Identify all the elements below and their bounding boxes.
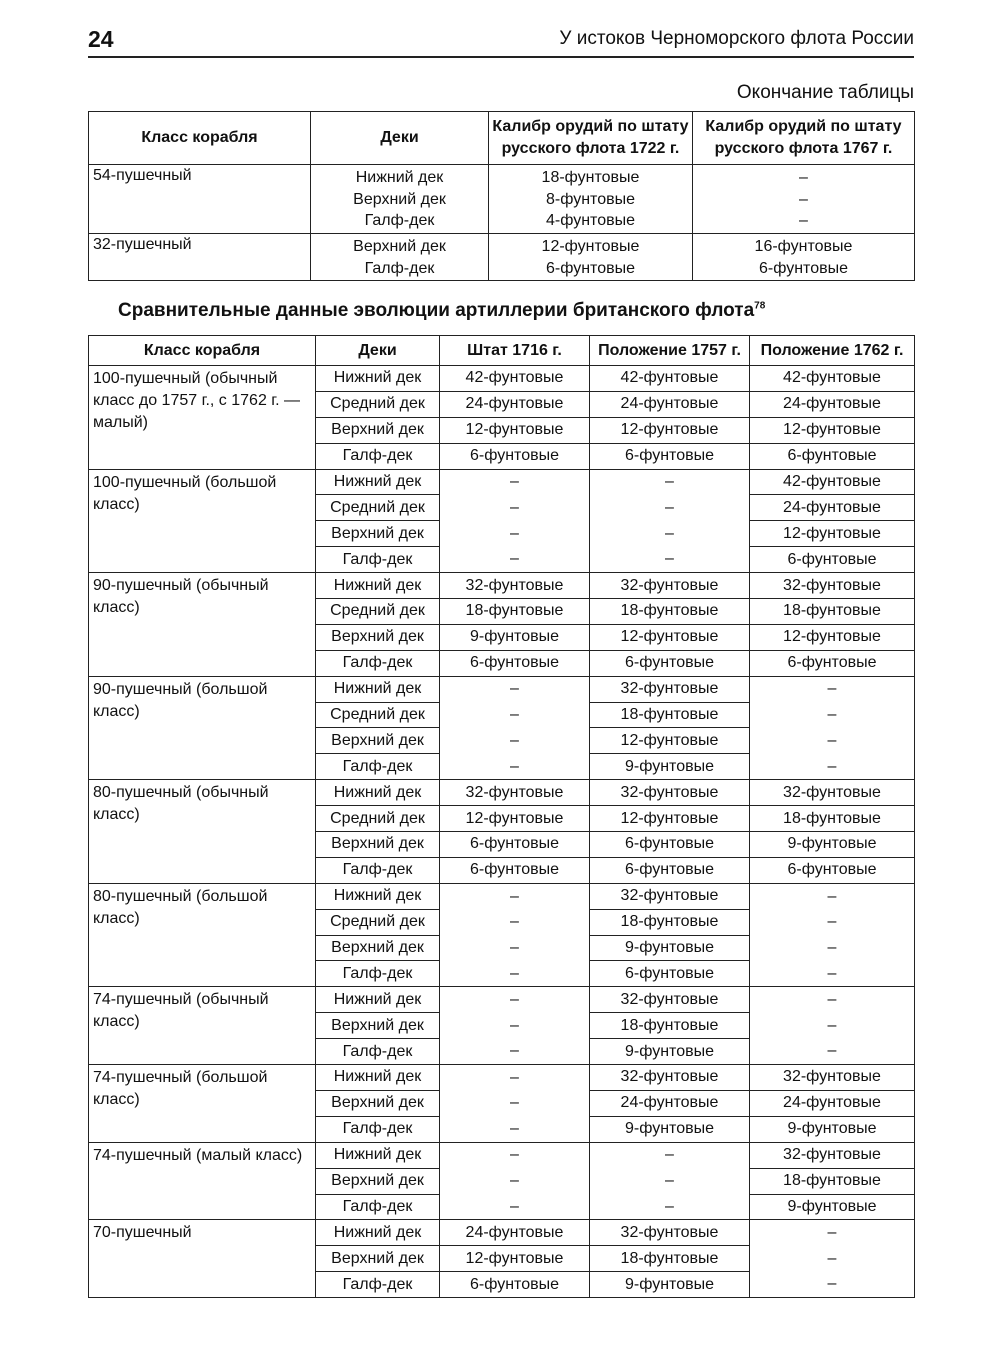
caliber-1716-cell: – <box>440 754 590 780</box>
caliber-1757-cell: – <box>590 547 750 573</box>
caliber-1757-cell: 9-фунтовые <box>590 754 750 780</box>
caliber-1716-cell: – <box>440 469 590 495</box>
caliber-1716-cell: 12-фунтовые <box>440 806 590 832</box>
caliber-1757-cell: 9-фунтовые <box>590 1272 750 1298</box>
table-row <box>89 883 915 909</box>
table-row <box>89 780 915 806</box>
caliber-1716-cell: 6-фунтовые <box>440 857 590 883</box>
deck-name: Верхний дек <box>353 190 446 208</box>
table-row <box>89 234 915 281</box>
table-header-row <box>89 336 915 366</box>
caliber-1716-cell: 6-фунтовые <box>440 650 590 676</box>
caliber-1716-cell: – <box>440 1090 590 1116</box>
deck-name-cell: Средний дек <box>316 495 440 521</box>
caliber-1716-cell: 12-фунтовые <box>440 417 590 443</box>
deck-name-cell: Нижний дек <box>316 1065 440 1091</box>
caliber-1757-cell: 9-фунтовые <box>590 1039 750 1065</box>
table-row <box>89 987 915 1013</box>
deck-name-cell: Нижний дек <box>316 883 440 909</box>
caliber-1762-cell: – <box>750 676 915 702</box>
caliber-1762-cell: – <box>750 1220 915 1246</box>
caliber-1757-cell: 24-фунтовые <box>590 1090 750 1116</box>
caliber-1762-cell: 32-фунтовые <box>750 1142 915 1168</box>
caliber-1716-cell: 42-фунтовые <box>440 366 590 392</box>
deck-name-cell: Галф-дек <box>316 547 440 573</box>
caliber-1716-cell: 32-фунтовые <box>440 573 590 599</box>
caliber-1762-cell: – <box>750 935 915 961</box>
caliber-1716-cell: – <box>440 987 590 1013</box>
caliber-1716-cell: 6-фунтовые <box>440 443 590 469</box>
caliber-1716-cell: – <box>440 883 590 909</box>
caliber-1757-cell: 18-фунтовые <box>590 702 750 728</box>
caliber-1762-cell: 32-фунтовые <box>750 1065 915 1091</box>
caliber-value: 16-фунтовые <box>754 238 853 255</box>
caliber-1762-cell: 18-фунтовые <box>750 599 915 625</box>
caliber-1757-cell: 32-фунтовые <box>590 573 750 599</box>
decks-cell <box>311 165 489 234</box>
deck-name-cell: Верхний дек <box>316 1246 440 1272</box>
caliber-1762-cell: – <box>750 728 915 754</box>
ship-class-cell: 54-пушечный <box>89 165 311 234</box>
deck-name-cell: Нижний дек <box>316 1220 440 1246</box>
ship-class-cell: 100-пушечный (большой класс) <box>89 469 316 573</box>
deck-name-cell: Галф-дек <box>316 1194 440 1220</box>
caliber-1716-cell: 6-фунтовые <box>440 1272 590 1298</box>
caliber-1757-cell: 9-фунтовые <box>590 1116 750 1142</box>
caliber-1762-cell: 9-фунтовые <box>750 832 915 858</box>
deck-name-cell: Верхний дек <box>316 1090 440 1116</box>
caliber-1762-cell: – <box>750 1013 915 1039</box>
deck-name: Верхний дек <box>353 238 446 255</box>
table-row <box>89 573 915 599</box>
deck-name-cell: Нижний дек <box>316 987 440 1013</box>
decks-cell <box>311 234 489 281</box>
caliber-1762-cell: 12-фунтовые <box>750 624 915 650</box>
deck-name-cell: Нижний дек <box>316 469 440 495</box>
caliber-1757-cell: 32-фунтовые <box>590 883 750 909</box>
deck-name-cell: Галф-дек <box>316 1116 440 1142</box>
footnote-marker: 78 <box>754 300 766 312</box>
caliber-1757-cell: 12-фунтовые <box>590 806 750 832</box>
table-row <box>89 1065 915 1091</box>
column-header: Калибр орудий по штату русского флота 1722 г. <box>489 112 693 165</box>
caliber-1716-cell: 32-фунтовые <box>440 780 590 806</box>
caliber-value: – <box>799 212 808 229</box>
deck-name-cell: Галф-дек <box>316 857 440 883</box>
deck-name-cell: Нижний дек <box>316 1142 440 1168</box>
caliber-1757-cell: 6-фунтовые <box>590 832 750 858</box>
table-row <box>89 1142 915 1168</box>
deck-name-cell: Верхний дек <box>316 521 440 547</box>
caliber-1716-cell: – <box>440 702 590 728</box>
caliber-1762-cell: – <box>750 961 915 987</box>
caliber-1762-cell: – <box>750 702 915 728</box>
caliber-1767-cell <box>693 234 915 281</box>
ship-class-cell: 70-пушечный <box>89 1220 316 1298</box>
caliber-1716-cell: – <box>440 521 590 547</box>
caliber-1716-cell: – <box>440 1142 590 1168</box>
column-header: Деки <box>316 336 440 366</box>
ship-class-cell: 80-пушечный (большой класс) <box>89 883 316 987</box>
page-header <box>88 22 914 58</box>
deck-name-cell: Средний дек <box>316 806 440 832</box>
column-header: Калибр орудий по штату русского флота 1767 г. <box>693 112 915 165</box>
deck-name-cell: Нижний дек <box>316 573 440 599</box>
caliber-value: 12-фунтовые <box>541 238 640 255</box>
column-header: Положение 1757 г. <box>590 336 750 366</box>
caliber-1757-cell: – <box>590 521 750 547</box>
table-row <box>89 1220 915 1246</box>
caliber-1757-cell: 18-фунтовые <box>590 909 750 935</box>
deck-name-cell: Средний дек <box>316 909 440 935</box>
caliber-1762-cell: – <box>750 883 915 909</box>
caliber-1757-cell: 18-фунтовые <box>590 1013 750 1039</box>
caliber-1757-cell: 32-фунтовые <box>590 1065 750 1091</box>
caliber-1757-cell: 32-фунтовые <box>590 780 750 806</box>
caliber-1762-cell: 42-фунтовые <box>750 366 915 392</box>
deck-name: Галф-дек <box>364 212 435 229</box>
caliber-1762-cell: 18-фунтовые <box>750 1168 915 1194</box>
caliber-1762-cell: 9-фунтовые <box>750 1194 915 1220</box>
caliber-1757-cell: 12-фунтовые <box>590 417 750 443</box>
caliber-1762-cell: – <box>750 1272 915 1298</box>
table-row <box>89 165 915 234</box>
caliber-1757-cell: 42-фунтовые <box>590 366 750 392</box>
table-row <box>89 469 915 495</box>
caliber-1716-cell: – <box>440 1168 590 1194</box>
caliber-1757-cell: 6-фунтовые <box>590 443 750 469</box>
deck-name-cell: Средний дек <box>316 599 440 625</box>
caliber-1716-cell: 24-фунтовые <box>440 391 590 417</box>
caliber-1757-cell: 32-фунтовые <box>590 1220 750 1246</box>
ship-class-cell: 74-пушечный (малый класс) <box>89 1142 316 1220</box>
deck-name: Нижний дек <box>355 169 444 186</box>
ship-class-cell: 74-пушечный (обычный класс) <box>89 987 316 1065</box>
caliber-value: 4-фунтовые <box>546 212 635 229</box>
deck-name-cell: Нижний дек <box>316 366 440 392</box>
caliber-1762-cell: – <box>750 1246 915 1272</box>
caliber-value: – <box>799 169 808 186</box>
deck-name-cell: Нижний дек <box>316 780 440 806</box>
ship-class-cell: 100-пушечный (обычный класс до 1757 г., с 1762 г. — малый) <box>89 366 316 470</box>
caliber-1716-cell: – <box>440 1194 590 1220</box>
caliber-1716-cell: – <box>440 909 590 935</box>
deck-name-cell: Галф-дек <box>316 650 440 676</box>
caliber-1757-cell: 18-фунтовые <box>590 1246 750 1272</box>
caliber-1757-cell: – <box>590 495 750 521</box>
deck-name-cell: Галф-дек <box>316 1272 440 1298</box>
caliber-1762-cell: – <box>750 987 915 1013</box>
caliber-1722-cell <box>489 165 693 234</box>
deck-name-cell: Верхний дек <box>316 935 440 961</box>
caliber-1767-cell <box>693 165 915 234</box>
caliber-1762-cell: – <box>750 909 915 935</box>
deck-name-cell: Верхний дек <box>316 832 440 858</box>
table-row <box>89 366 915 392</box>
column-header: Класс корабля <box>89 336 316 366</box>
caliber-1762-cell: 6-фунтовые <box>750 547 915 573</box>
caliber-1757-cell: – <box>590 1194 750 1220</box>
caliber-1762-cell: – <box>750 1039 915 1065</box>
caliber-1716-cell: – <box>440 728 590 754</box>
caliber-1716-cell: – <box>440 495 590 521</box>
ship-class-cell: 90-пушечный (большой класс) <box>89 676 316 780</box>
column-header: Деки <box>311 112 489 165</box>
caliber-1757-cell: 12-фунтовые <box>590 728 750 754</box>
caliber-1716-cell: – <box>440 676 590 702</box>
caliber-1762-cell: 12-фунтовые <box>750 417 915 443</box>
deck-name-cell: Верхний дек <box>316 1013 440 1039</box>
deck-name-cell: Галф-дек <box>316 754 440 780</box>
caliber-1757-cell: – <box>590 1168 750 1194</box>
caliber-1757-cell: 6-фунтовые <box>590 961 750 987</box>
ship-class-cell: 90-пушечный (обычный класс) <box>89 573 316 677</box>
caliber-1716-cell: – <box>440 547 590 573</box>
deck-name-cell: Верхний дек <box>316 417 440 443</box>
caliber-1757-cell: 32-фунтовые <box>590 987 750 1013</box>
caliber-1716-cell: – <box>440 1039 590 1065</box>
running-title: У истоков Черноморского флота России <box>559 28 914 49</box>
caliber-1762-cell: 42-фунтовые <box>750 469 915 495</box>
caliber-1716-cell: – <box>440 1065 590 1091</box>
caliber-1762-cell: 6-фунтовые <box>750 650 915 676</box>
deck-name-cell: Средний дек <box>316 391 440 417</box>
ship-class-cell: 32-пушечный <box>89 234 311 281</box>
caliber-1716-cell: – <box>440 1116 590 1142</box>
caliber-1757-cell: 9-фунтовые <box>590 935 750 961</box>
deck-name-cell: Галф-дек <box>316 961 440 987</box>
caliber-1762-cell: 24-фунтовые <box>750 391 915 417</box>
british-artillery-table <box>88 335 915 1298</box>
caliber-1716-cell: 6-фунтовые <box>440 832 590 858</box>
british-table-body <box>89 366 915 1298</box>
section-title-text: Сравнительные данные эволюции артиллерии британского флота <box>118 300 755 321</box>
caliber-1716-cell: 12-фунтовые <box>440 1246 590 1272</box>
ship-class-cell: 74-пушечный (большой класс) <box>89 1065 316 1143</box>
caliber-1757-cell: 12-фунтовые <box>590 624 750 650</box>
caliber-1762-cell: 32-фунтовые <box>750 573 915 599</box>
caliber-1757-cell: – <box>590 469 750 495</box>
caliber-1762-cell: 6-фунтовые <box>750 443 915 469</box>
caliber-1762-cell: 24-фунтовые <box>750 1090 915 1116</box>
caliber-1757-cell: 18-фунтовые <box>590 599 750 625</box>
caliber-value: 6-фунтовые <box>546 259 635 277</box>
ship-class-cell: 80-пушечный (обычный класс) <box>89 780 316 884</box>
deck-name-cell: Верхний дек <box>316 728 440 754</box>
caliber-1762-cell: 24-фунтовые <box>750 495 915 521</box>
caliber-1757-cell: 24-фунтовые <box>590 391 750 417</box>
caliber-1722-cell <box>489 234 693 281</box>
caliber-1716-cell: – <box>440 1013 590 1039</box>
deck-name-cell: Галф-дек <box>316 443 440 469</box>
caliber-value: 6-фунтовые <box>759 259 848 277</box>
caliber-1762-cell: 12-фунтовые <box>750 521 915 547</box>
caliber-1716-cell: – <box>440 935 590 961</box>
table-row <box>89 676 915 702</box>
caliber-1762-cell: 6-фунтовые <box>750 857 915 883</box>
page-number: 24 <box>88 26 114 52</box>
caliber-1716-cell: 9-фунтовые <box>440 624 590 650</box>
caliber-1762-cell: 32-фунтовые <box>750 780 915 806</box>
deck-name-cell: Галф-дек <box>316 1039 440 1065</box>
russian-fleet-calibers-table <box>88 111 915 281</box>
caliber-value: 8-фунтовые <box>546 190 635 208</box>
column-header: Штат 1716 г. <box>440 336 590 366</box>
column-header: Класс корабля <box>89 112 311 165</box>
caliber-1757-cell: 6-фунтовые <box>590 650 750 676</box>
caliber-value: – <box>799 190 808 208</box>
column-header: Положение 1762 г. <box>750 336 915 366</box>
caliber-1757-cell: 32-фунтовые <box>590 676 750 702</box>
table-header-row <box>89 112 915 165</box>
caliber-value: 18-фунтовые <box>541 169 640 186</box>
deck-name-cell: Верхний дек <box>316 624 440 650</box>
caliber-1762-cell: – <box>750 754 915 780</box>
deck-name-cell: Средний дек <box>316 702 440 728</box>
caliber-1716-cell: 24-фунтовые <box>440 1220 590 1246</box>
caliber-1716-cell: 18-фунтовые <box>440 599 590 625</box>
caliber-1716-cell: – <box>440 961 590 987</box>
caliber-1757-cell: – <box>590 1142 750 1168</box>
deck-name: Галф-дек <box>364 259 435 277</box>
table-continuation-label: Окончание таблицы <box>736 82 914 103</box>
caliber-1762-cell: 18-фунтовые <box>750 806 915 832</box>
caliber-1757-cell: 6-фунтовые <box>590 857 750 883</box>
deck-name-cell: Нижний дек <box>316 676 440 702</box>
section-title <box>118 300 765 322</box>
deck-name-cell: Верхний дек <box>316 1168 440 1194</box>
caliber-1762-cell: 9-фунтовые <box>750 1116 915 1142</box>
